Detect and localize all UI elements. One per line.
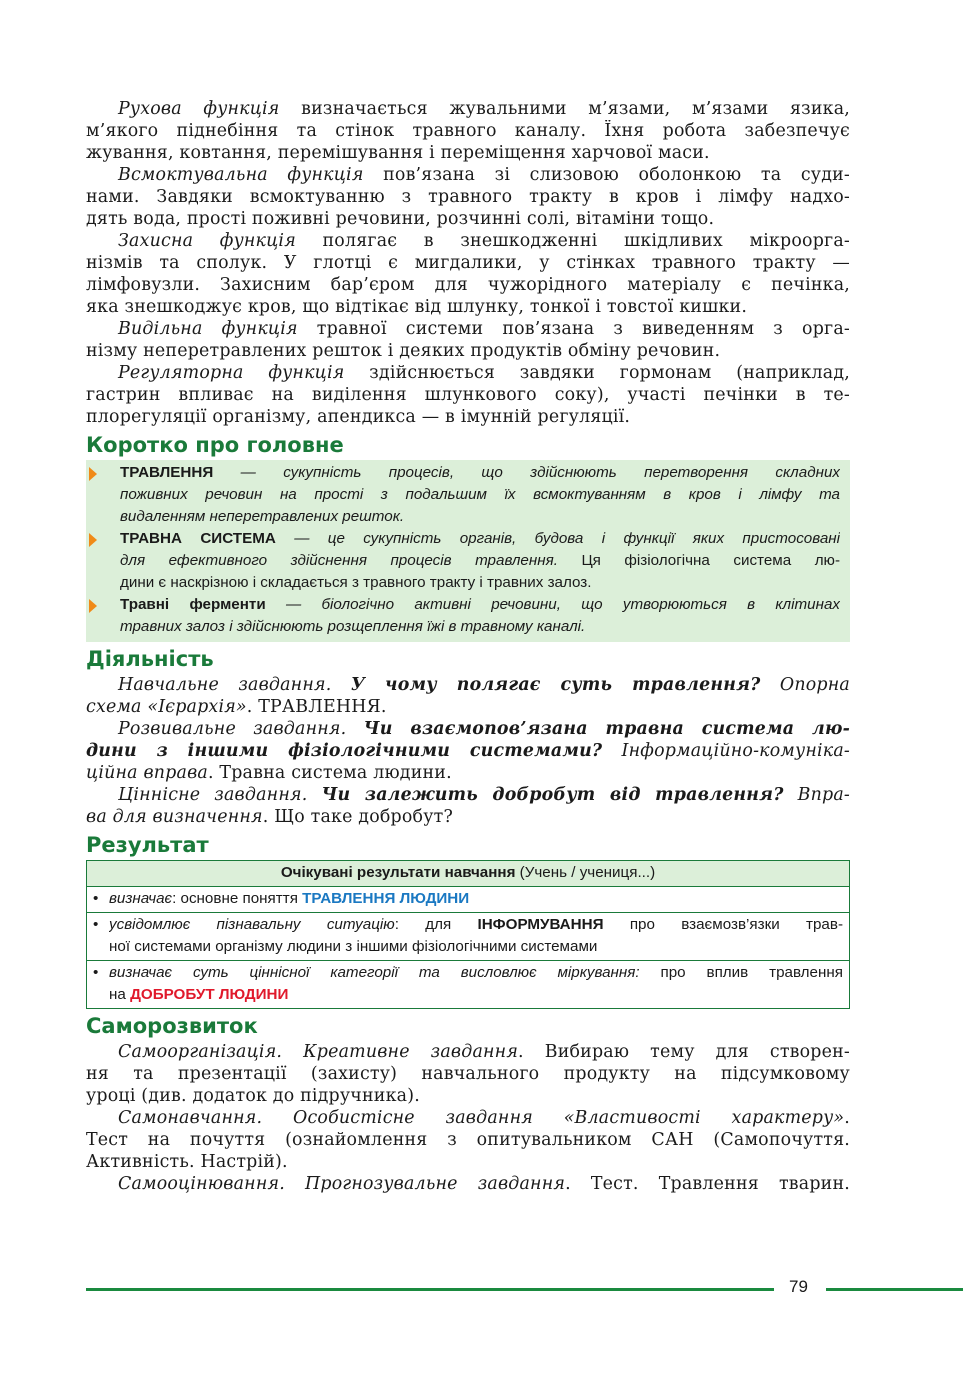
selfdev-assessment: Самооцінювання. Прогнозувальне завдання. Тест. Травлення тварин. (118, 1174, 850, 1194)
table-row: • визначає: основне поняття ТРАВЛЕННЯ ЛЮДИНИ (87, 887, 850, 913)
paragraph-motor-function: Рухова функція визначається жувальними м’язами, м’язами язика, м’якого піднебіння та стінок травного каналу. Їхня робота забезпечує жування, ковтання, перемішування і переміщення харчової маси. (86, 99, 850, 163)
term: Рухова функція (118, 99, 280, 119)
heading-self-development: Саморозвиток (86, 1014, 258, 1038)
heading-activity: Діяльність (86, 647, 214, 671)
term: Видільна функція (118, 319, 298, 339)
page-number: 79 (789, 1277, 808, 1296)
footer-divider-left (86, 1288, 774, 1291)
arrow-icon (89, 533, 97, 547)
table-header: Очікувані результати навчання (Учень / учениця...) (87, 861, 850, 887)
activity-developing-task: Розвивальне завдання. Чи взаємопов’язана травна система лю- дини з іншими фізіологічними системами? Інформаційно-комуніка- ційна вправа. Травна система людини. (86, 719, 850, 783)
table-row: • визначає суть ціннісної категорії та висловлює міркування: про вплив травлення на ДОБРОБУТ ЛЮДИНИ (87, 961, 850, 1009)
summary-item: ТРАВНА СИСТЕМА — це сукупність органів, будова і функції яких пристосовані для ефективного здійснення процесів травлення. Ця фізіологічна система лю- дини є наскрізною і складається з травного тракту і травних залоз. (120, 528, 840, 594)
paragraph-excretory-function: Видільна функція травної системи пов’язана з виведенням з орга- нізму неперетравлених решток і деяких продуктів обміну речовин. (86, 319, 850, 361)
activity-learning-task: Навчальне завдання. У чому полягає суть травлення? Опорна схема «Ієрархія». ТРАВЛЕННЯ. (86, 675, 850, 717)
heading-summary: Коротко про головне (86, 433, 344, 457)
page-content (86, 98, 850, 1195)
term: Регуляторна функція (118, 363, 345, 383)
summary-item: ТРАВЛЕННЯ — сукупність процесів, що здійснюють перетворення складних поживних речовин на прості з подальшим їх всмоктуванням в кров і лімфу та видаленням неперетравлених решток. (120, 462, 840, 528)
arrow-icon (89, 599, 97, 613)
paragraph-regulatory-function: Регуляторна функція здійснюється завдяки гормонам (наприклад, гастрин впливає на виділення шлункового соку), участі печінки в те- плорегуляції організму, апендикса — в імунній регуляції. (86, 363, 850, 427)
summary-item: Травні ферменти — біологічно активні речовини, що утворюються в клітинах травних залоз і здійснюють розщеплення їжі в травному каналі. (120, 594, 840, 638)
paragraph-absorption-function: Всмоктувальна функція пов’язана зі слизовою оболонкою та суди- нами. Завдяки всмоктуванню з травного тракту в кров і лімфу надхо- дять вода, прості поживні речовини, розчинні солі, вітаміни тощо. (86, 165, 850, 229)
footer-divider-right (826, 1288, 963, 1291)
summary-box (86, 460, 850, 642)
selfdev-learning: Самонавчання. Особистісне завдання «Властивості характеру». Тест на почуття (ознайомлення з опитувальником САН (Самопочуття. Активність. Настрій). (86, 1108, 850, 1172)
table-row: • усвідомлює пізнавальну ситуацію: для ІНФОРМУВАННЯ про взаємозв’язки трав- ної системами організму людини з іншими фізіологічними системами (87, 913, 850, 961)
term: Захисна функція (118, 231, 296, 251)
activity-value-task: Ціннісне завдання. Чи залежить добробут від травлення? Впра- ва для визначення. Що таке добробут? (86, 785, 850, 827)
arrow-icon (89, 467, 97, 481)
term: Всмоктувальна функція (118, 165, 364, 185)
paragraph-protective-function: Захисна функція полягає в знешкодженні шкідливих мікроорга- нізмів та сполук. У глотці є мигдалики, у стінках травного тракту — лімфовузли. Захисним бар’єром для чужорідного матеріалу є печінка, яка знешкоджує кров, що відтікає від шлунку, тонкої і товстої кишки. (86, 231, 850, 317)
selfdev-organization: Самоорганізація. Креативне завдання. Вибираю тему для створен- ня та презентації (захисту) навчального продукту на підсумковому уроці (див. додаток до підручника). (86, 1042, 850, 1106)
results-table (86, 860, 850, 1009)
heading-result: Результат (86, 833, 209, 857)
